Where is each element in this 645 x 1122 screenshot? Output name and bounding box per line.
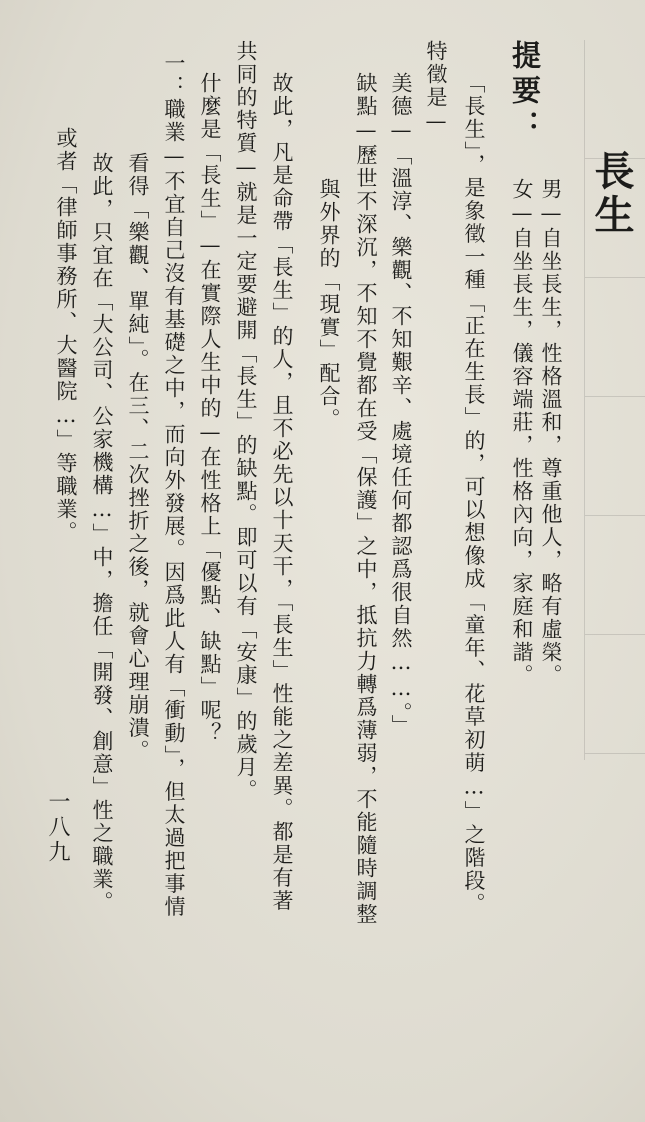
text-column: 特徵是—: [424, 40, 448, 135]
bleed-through-table: [584, 40, 645, 760]
page-title: 長生: [588, 150, 634, 238]
text-column: 與外界的「現實」配合。: [317, 178, 341, 431]
text-column: 「長生」，是象徵一種「正在生長」的，可以想像成「童年、花草初萌…」之階段。: [462, 72, 486, 916]
text-column: 或者「律師事務所、大醫院…」等職業。: [54, 127, 78, 544]
text-column: 故此，只宜在「大公司、公家機構…」中，擔任「開發、創意」性之職業。: [90, 152, 114, 914]
summary-heading: 提要：: [508, 40, 542, 145]
text-column: 男—自坐長生，性格溫和，尊重他人，略有虛榮。: [539, 178, 563, 687]
text-column: 美德—「溫淳、樂觀、不知艱辛、處境任何都認爲很自然……。」: [389, 72, 413, 738]
page-number: 一八九: [45, 790, 70, 865]
text-column: 什麼是「長生」—在實際人生中的—在性格上「優點、缺點」呢？: [198, 72, 222, 745]
text-column: 看得「樂觀、單純」。在三、二次挫折之後，就會心理崩潰。: [126, 152, 150, 763]
text-column: 女—自坐長生，儀容端莊，性格內向，家庭和諧。: [510, 178, 534, 687]
text-column: 共同的特質—就是一定要避開「長生」的缺點。即可以有「安康」的歲月。: [234, 40, 258, 802]
text-column: 故此，凡是命帶「長生」的人，且不必先以十天干，「長生」性能之差異。都是有著: [270, 72, 294, 913]
text-column: 一：職業—不宜自己沒有基礎之中，而向外發展。因爲此人有「衝動」，但太過把事情: [162, 52, 186, 919]
text-column: 缺點—歷世不深沉，不知不覺都在受「保護」之中，抵抗力轉爲薄弱，不能隨時調整: [354, 72, 378, 926]
